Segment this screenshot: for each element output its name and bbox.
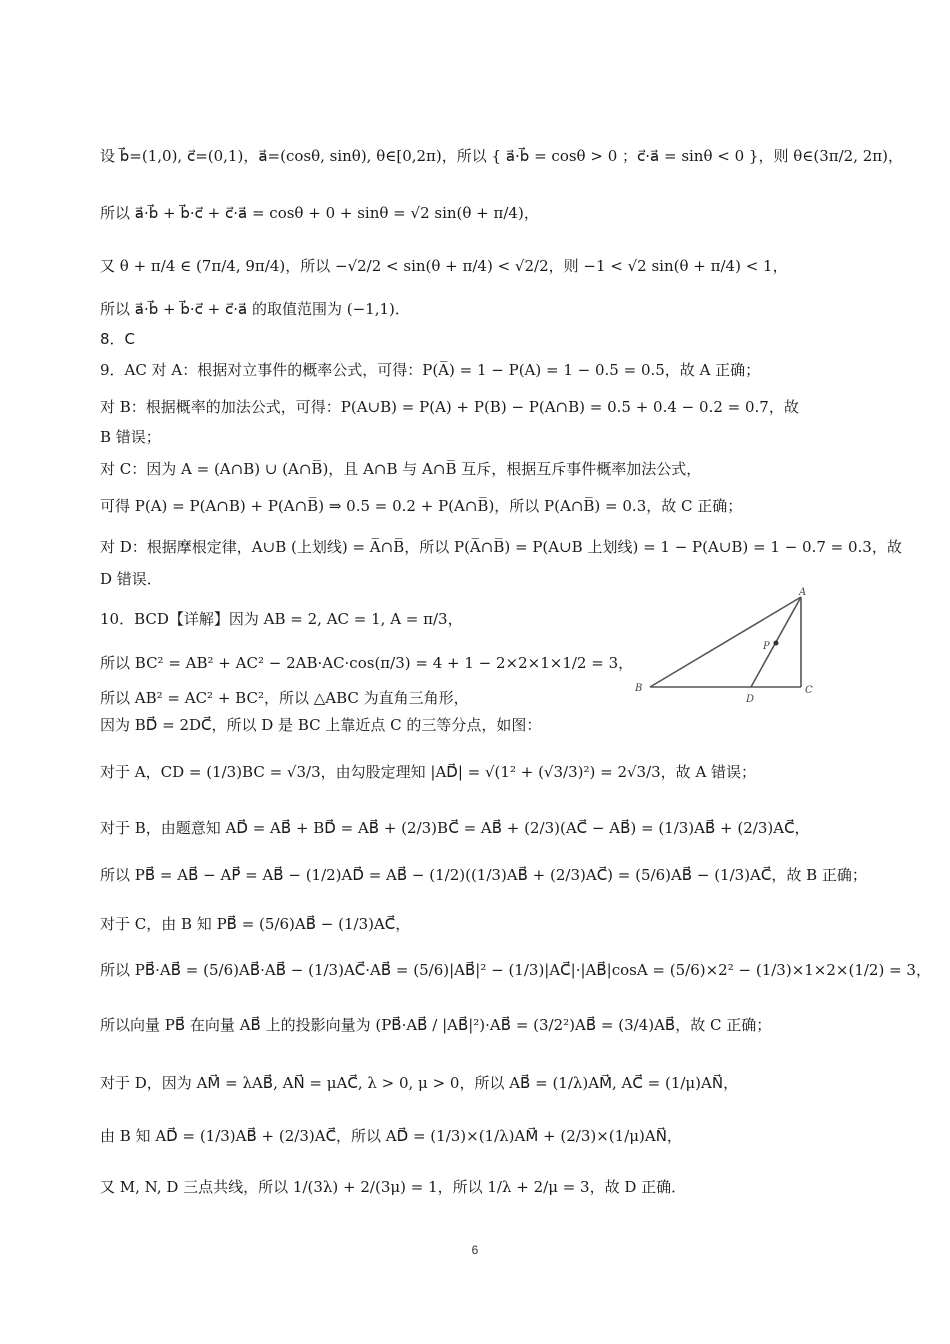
line-9c: B 错误； (100, 428, 161, 446)
line-4: 所以 a⃗·b⃗ + b⃗·c⃗ + c⃗·a⃗ 的取值范围为 (−1,1)． (100, 300, 410, 318)
answer-8: 8．C (100, 330, 136, 348)
line-2: 所以 a⃗·b⃗ + b⃗·c⃗ + c⃗·a⃗ = cosθ + 0 + sinθ = √2 sin(θ + π/4)， (100, 204, 539, 222)
line-10e: 对于 A，CD = (1/3)BC = √3/3，由勾股定理知 |AD⃗| = √(1² + (√3/3)²) = 2√3/3，故 A 错误； (100, 763, 757, 781)
line-10k: 对于 D，因为 AM⃗ = λAB⃗, AN⃗ = μAC⃗, λ > 0, μ > 0，所以 AB⃗ = (1/λ)AM⃗, AC⃗ = (1/μ)AN⃗， (100, 1074, 739, 1092)
line-9g: D 错误． (100, 570, 162, 588)
line-10j: 所以向量 PB⃗ 在向量 AB⃗ 上的投影向量为 (PB⃗·AB⃗ / |AB⃗|²)·AB⃗ = (3/2²)AB⃗ = (3/4)AB⃗，故 C 正确； (100, 1016, 772, 1034)
line-10m: 又 M, N, D 三点共线，所以 1/(3λ) + 2/(3μ) = 1，所以 1/λ + 2/μ = 3，故 D 正确． (100, 1178, 687, 1196)
line-10h: 对于 C，由 B 知 PB⃗ = (5/6)AB⃗ − (1/3)AC⃗， (100, 915, 411, 933)
label-d: D (746, 694, 755, 705)
line-1: 设 b⃗=(1,0), c⃗=(0,1)，a⃗=(cosθ, sinθ), θ∈[0,2π)，所以 { a⃗·b⃗ = cosθ > 0 ；c⃗·a⃗ = sinθ < 0 }，则 θ∈(3π/2, 2π)， (100, 147, 904, 165)
line-10f: 对于 B，由题意知 AD⃗ = AB⃗ + BD⃗ = AB⃗ + (2/3)BC⃗ = AB⃗ + (2/3)(AC⃗ − AB⃗) = (1/3)AB⃗ + (2/3)AC⃗， (100, 819, 810, 837)
label-a: A (799, 587, 807, 598)
line-9a: 9．AC 对 A：根据对立事件的概率公式，可得：P(A̅) = 1 − P(A) = 1 − 0.5 = 0.5，故 A 正确； (100, 361, 761, 379)
line-9e: 可得 P(A) = P(A∩B) + P(A∩B̅) ⇒ 0.5 = 0.2 + P(A∩B̅)，所以 P(A∩B̅) = 0.3，故 C 正确； (100, 497, 743, 515)
label-c: C (805, 685, 813, 696)
line-9d: 对 C：因为 A = (A∩B) ∪ (A∩B̅)，且 A∩B 与 A∩B̅ 互斥，根据互斥事件概率加法公式， (100, 460, 702, 478)
line-10c: 所以 AB² = AC² + BC²，所以 △ABC 为直角三角形， (100, 689, 469, 707)
line-10l: 由 B 知 AD⃗ = (1/3)AB⃗ + (2/3)AC⃗，所以 AD⃗ = (1/3)×(1/λ)AM⃗ + (2/3)×(1/μ)AN⃗， (100, 1127, 682, 1145)
label-p: P (763, 641, 770, 652)
page-number: 6 (471, 1243, 479, 1257)
line-10a: 10．BCD【详解】因为 AB = 2, AC = 1, A = π/3， (100, 610, 463, 628)
side-ab (650, 597, 801, 687)
line-10g: 所以 PB⃗ = AB⃗ − AP⃗ = AB⃗ − (1/2)AD⃗ = AB⃗ − (1/2)((1/3)AB⃗ + (2/3)AC⃗) = (5/6)AB⃗ − (1/3)AC⃗，故 B 正确； (100, 866, 867, 884)
line-9b: 对 B：根据概率的加法公式，可得：P(A∪B) = P(A) + P(B) − P(A∩B) = 0.5 + 0.4 − 0.2 = 0.7，故 (100, 398, 799, 416)
triangle-figure (625, 585, 825, 710)
label-b: B (635, 683, 643, 694)
point-p (774, 641, 779, 646)
line-10d: 因为 BD⃗ = 2DC⃗，所以 D 是 BC 上靠近点 C 的三等分点，如图： (100, 716, 542, 734)
line-9f: 对 D：根据摩根定律，A∪B (上划线) = A̅∩B̅，所以 P(A̅∩B̅) = P(A∪B 上划线) = 1 − P(A∪B) = 1 − 0.7 = 0.3，故 (100, 538, 902, 556)
line-10b: 所以 BC² = AB² + AC² − 2AB·AC·cos(π/3) = 4 + 1 − 2×2×1×1/2 = 3， (100, 654, 634, 672)
line-10i: 所以 PB⃗·AB⃗ = (5/6)AB⃗·AB⃗ − (1/3)AC⃗·AB⃗ = (5/6)|AB⃗|² − (1/3)|AC⃗|·|AB⃗|cosA = (5/6)×2² − (1/3)×1×2×(1/2) = 3， (100, 961, 931, 979)
line-3: 又 θ + π/4 ∈ (7π/4, 9π/4)，所以 −√2/2 < sin(θ + π/4) < √2/2，则 −1 < √2 sin(θ + π/4) < 1， (100, 257, 788, 275)
